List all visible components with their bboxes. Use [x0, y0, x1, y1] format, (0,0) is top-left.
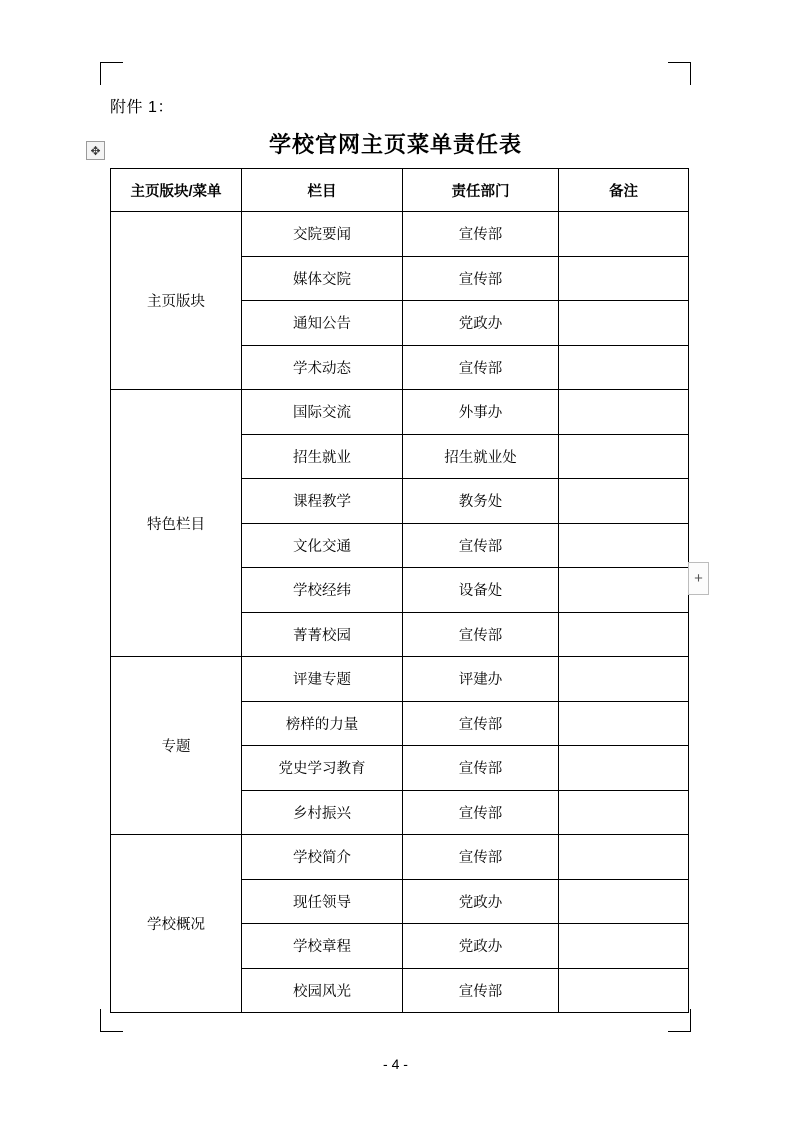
note-cell	[559, 434, 689, 479]
note-cell	[559, 968, 689, 1013]
table-header-cell: 栏目	[242, 169, 403, 212]
department-cell: 宣传部	[403, 345, 559, 390]
column-cell: 学校章程	[242, 924, 403, 969]
column-cell: 评建专题	[242, 657, 403, 702]
column-cell: 媒体交院	[242, 256, 403, 301]
table-body	[111, 212, 689, 1013]
section-cell: 主页版块	[111, 212, 242, 390]
column-cell: 通知公告	[242, 301, 403, 346]
add-row-handle-icon[interactable]: +	[688, 562, 709, 595]
note-cell	[559, 212, 689, 257]
attachment-label: 附件 1：	[110, 99, 174, 116]
column-cell: 国际交流	[242, 390, 403, 435]
column-cell: 学校简介	[242, 835, 403, 880]
department-cell: 宣传部	[403, 835, 559, 880]
page-number: - 4 -	[383, 1056, 408, 1072]
column-cell: 菁菁校园	[242, 612, 403, 657]
department-cell: 外事办	[403, 390, 559, 435]
department-cell: 教务处	[403, 479, 559, 524]
note-cell	[559, 879, 689, 924]
table-move-handle-icon[interactable]: ✥	[86, 141, 105, 160]
column-cell: 文化交通	[242, 523, 403, 568]
note-cell	[559, 479, 689, 524]
column-cell: 乡村振兴	[242, 790, 403, 835]
department-cell: 宣传部	[403, 612, 559, 657]
table-header-row	[111, 169, 689, 212]
column-cell: 学校经纬	[242, 568, 403, 613]
department-cell: 宣传部	[403, 701, 559, 746]
note-cell	[559, 523, 689, 568]
department-cell: 党政办	[403, 879, 559, 924]
department-cell: 宣传部	[403, 256, 559, 301]
section-cell: 专题	[111, 657, 242, 835]
note-cell	[559, 924, 689, 969]
responsibility-table	[110, 168, 689, 1013]
column-cell: 招生就业	[242, 434, 403, 479]
department-cell: 设备处	[403, 568, 559, 613]
table-header-cell: 备注	[559, 169, 689, 212]
table-header-cell: 主页版块/菜单	[111, 169, 242, 212]
crop-mark-top-right	[668, 62, 691, 85]
table-row	[111, 835, 689, 880]
note-cell	[559, 835, 689, 880]
note-cell	[559, 345, 689, 390]
department-cell: 评建办	[403, 657, 559, 702]
department-cell: 宣传部	[403, 212, 559, 257]
note-cell	[559, 301, 689, 346]
table-row	[111, 212, 689, 257]
section-cell: 学校概况	[111, 835, 242, 1013]
table-row	[111, 657, 689, 702]
note-cell	[559, 612, 689, 657]
department-cell: 宣传部	[403, 746, 559, 791]
department-cell: 招生就业处	[403, 434, 559, 479]
column-cell: 校园风光	[242, 968, 403, 1013]
crop-mark-top-left	[100, 62, 123, 85]
note-cell	[559, 657, 689, 702]
column-cell: 学术动态	[242, 345, 403, 390]
note-cell	[559, 790, 689, 835]
note-cell	[559, 568, 689, 613]
note-cell	[559, 390, 689, 435]
note-cell	[559, 746, 689, 791]
note-cell	[559, 701, 689, 746]
department-cell: 宣传部	[403, 790, 559, 835]
column-cell: 党史学习教育	[242, 746, 403, 791]
department-cell: 宣传部	[403, 523, 559, 568]
page-title: 学校官网主页菜单责任表	[268, 132, 522, 157]
column-cell: 榜样的力量	[242, 701, 403, 746]
department-cell: 宣传部	[403, 968, 559, 1013]
section-cell: 特色栏目	[111, 390, 242, 657]
column-cell: 现任领导	[242, 879, 403, 924]
note-cell	[559, 256, 689, 301]
department-cell: 党政办	[403, 924, 559, 969]
table-header-cell: 责任部门	[403, 169, 559, 212]
column-cell: 交院要闻	[242, 212, 403, 257]
table-row	[111, 390, 689, 435]
department-cell: 党政办	[403, 301, 559, 346]
column-cell: 课程教学	[242, 479, 403, 524]
